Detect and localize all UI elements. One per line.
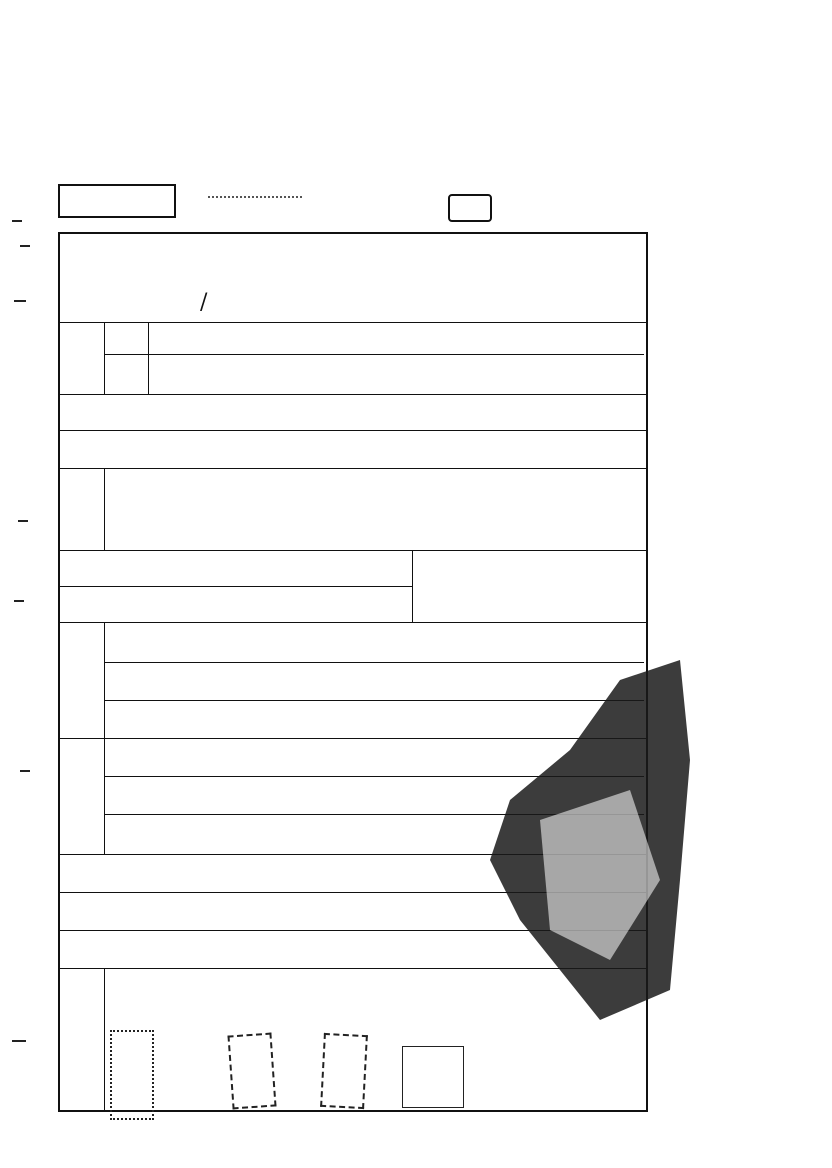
case-stamp [448, 194, 492, 222]
detail-back-label [58, 184, 176, 218]
rule [412, 550, 413, 622]
rule [60, 550, 646, 551]
slash-mark: / [200, 290, 208, 315]
rule [104, 468, 105, 550]
rule [104, 622, 105, 854]
approval-seal [402, 1046, 464, 1108]
scan-mark [12, 220, 22, 222]
scan-mark [20, 245, 30, 247]
scan-mark [20, 770, 30, 772]
scan-mark [18, 520, 28, 522]
rule [104, 322, 105, 394]
rule [60, 622, 646, 623]
rule [148, 322, 149, 394]
rule [60, 468, 646, 469]
approval-seal [320, 1033, 368, 1109]
receipt-stamp [208, 178, 302, 198]
rule [104, 968, 105, 1110]
rule [104, 354, 644, 355]
rule [60, 394, 646, 395]
scan-mark [12, 1040, 26, 1042]
signature-box [110, 1030, 154, 1120]
scan-mark [14, 600, 24, 602]
ink-smudge [480, 660, 700, 1020]
scan-mark [14, 300, 26, 302]
rule [60, 586, 412, 587]
permit-number-line [172, 290, 632, 315]
rule [60, 430, 646, 431]
approval-seal [227, 1033, 276, 1110]
